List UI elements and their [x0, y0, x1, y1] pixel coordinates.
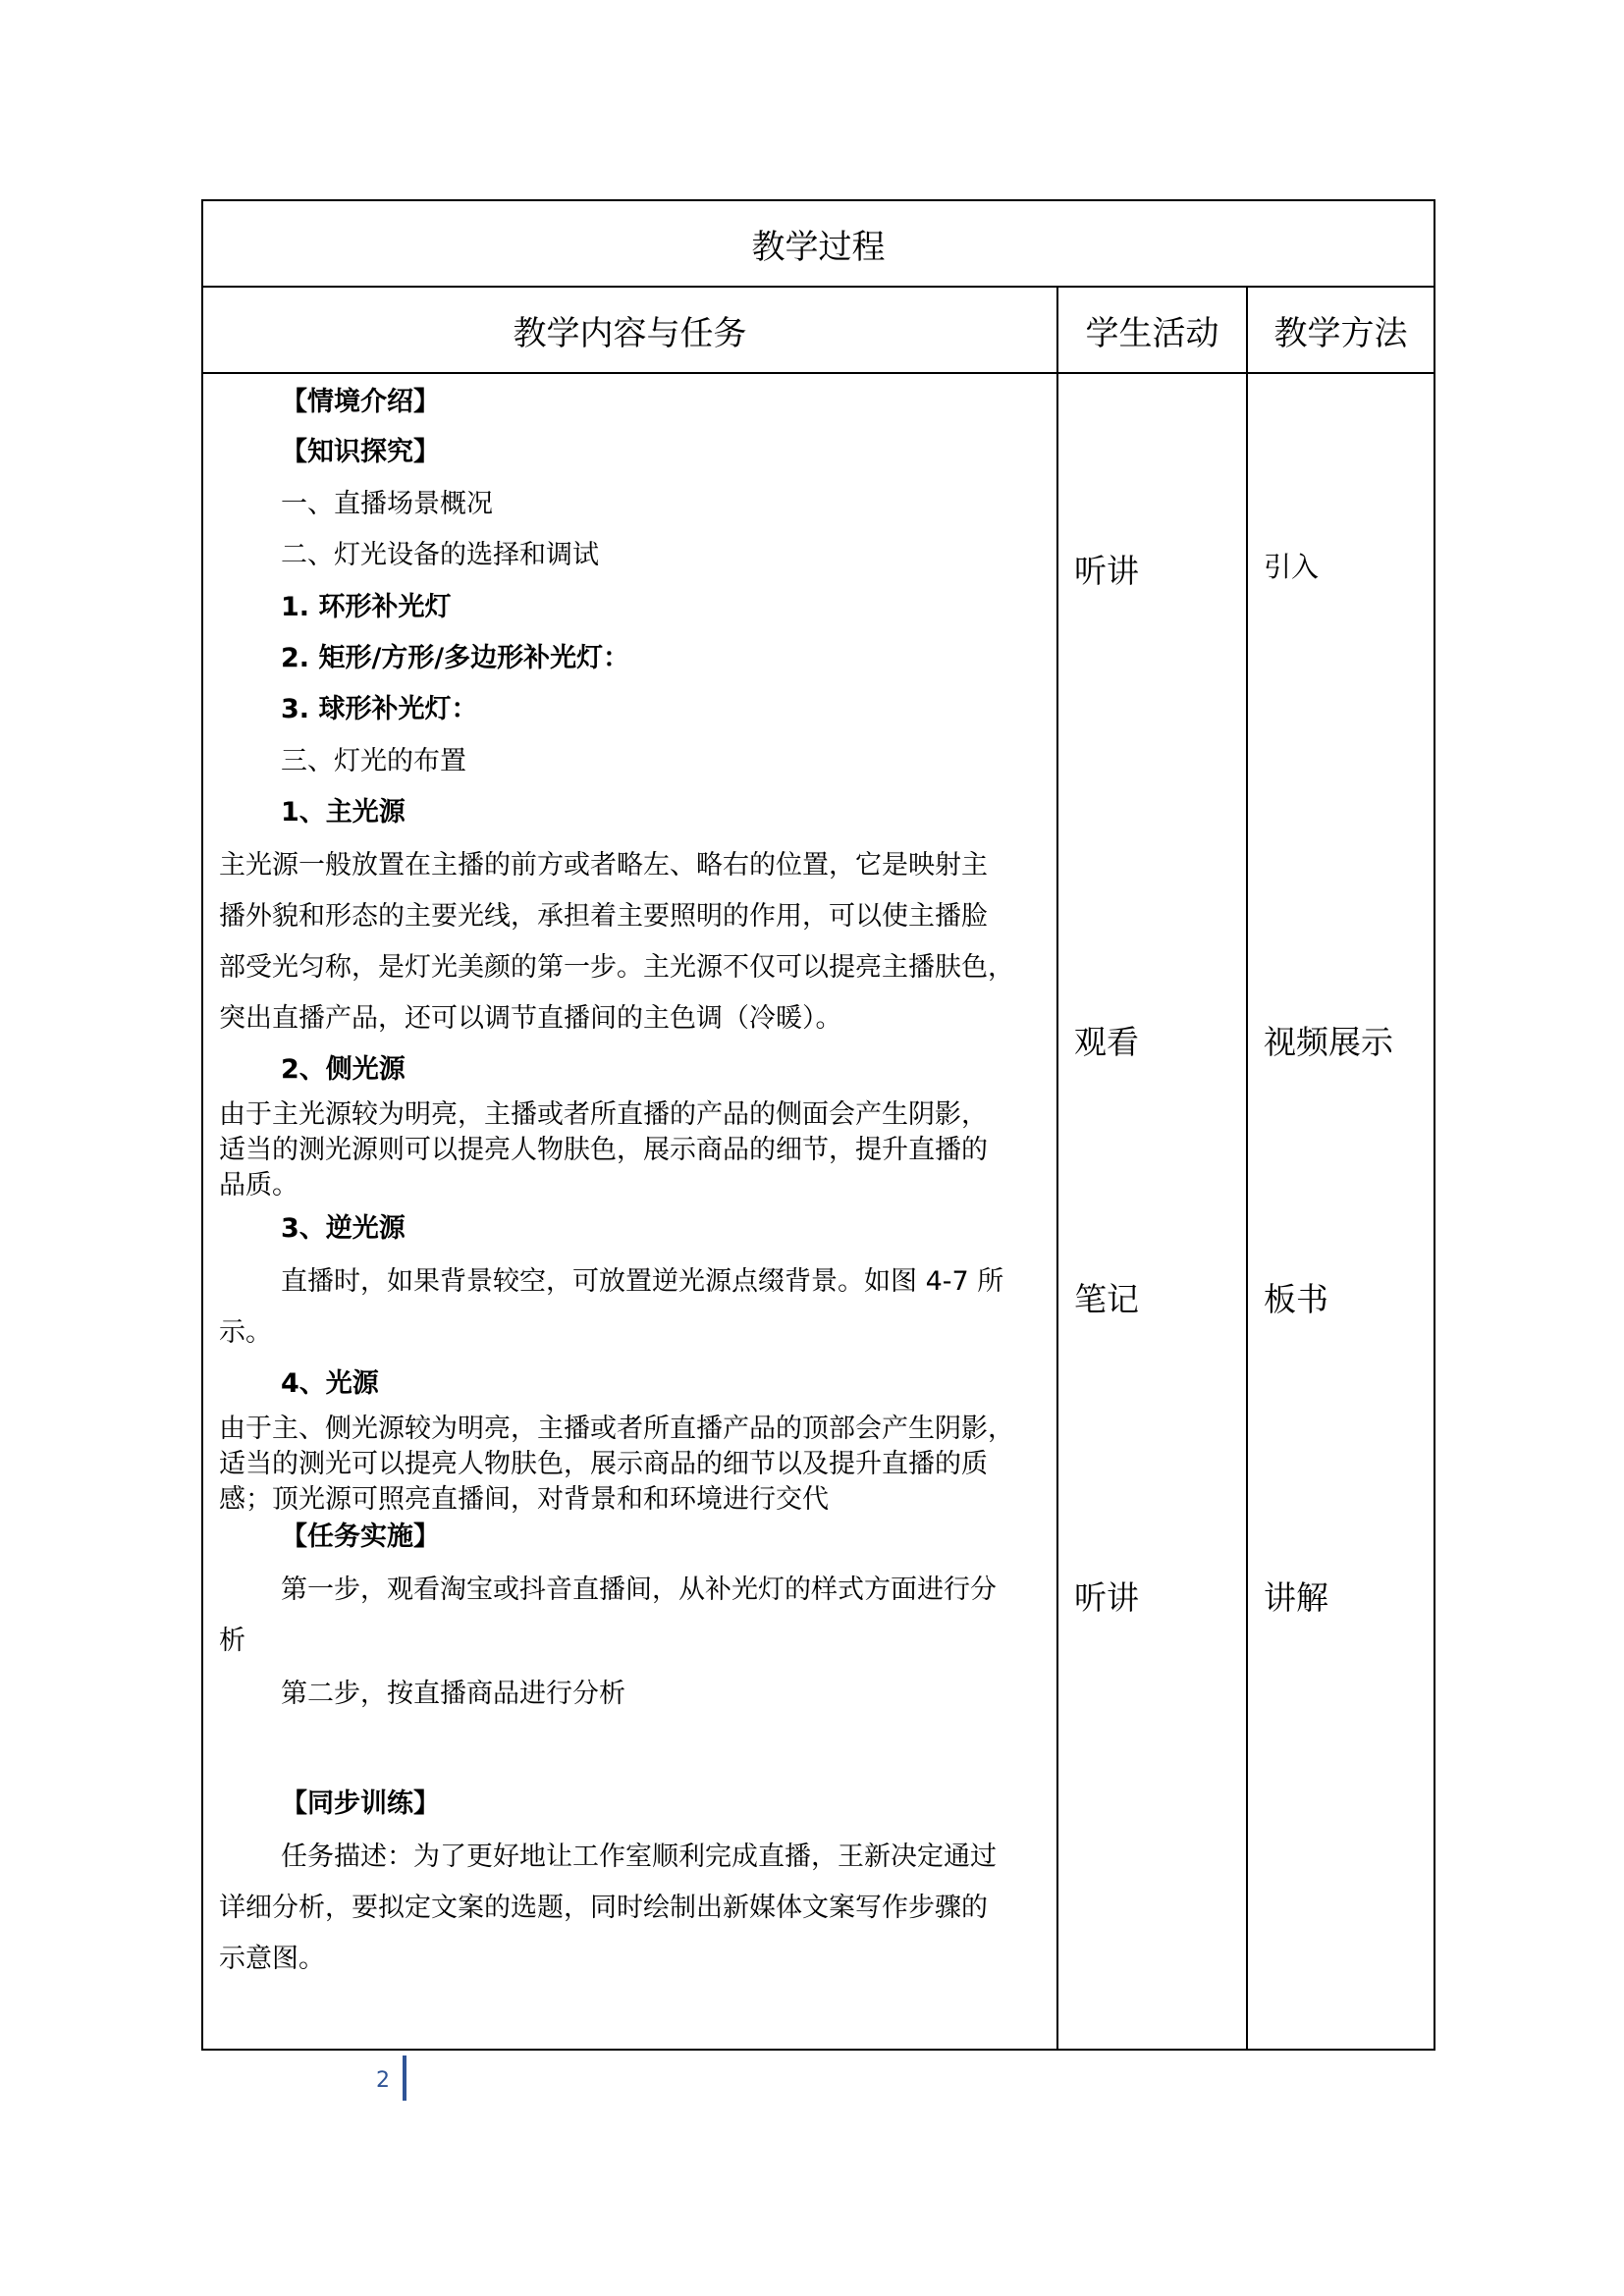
content-line: 示意图。 [219, 1944, 325, 1974]
table-header-row [202, 287, 1435, 373]
page-number: 2 [376, 2068, 390, 2093]
teaching-method-cell [1247, 373, 1435, 2050]
subheading-back-light: 3、逆光源 [281, 1213, 406, 1244]
content-line: 由于主、侧光源较为明亮，主播或者所直播产品的顶部会产生阴影， [219, 1414, 1014, 1444]
content-line: 1. 环形补光灯 [281, 592, 452, 622]
content-line: 感；顶光源可照亮直播间，对背景和和环境进行交代 [219, 1484, 829, 1515]
subheading-light: 4、光源 [281, 1368, 379, 1399]
content-line: 析 [219, 1626, 245, 1656]
table-body-row [202, 373, 1435, 2050]
table-title: 教学过程 [202, 200, 1435, 287]
content-line: 突出直播产品，还可以调节直播间的主色调（冷暖）。 [219, 1003, 842, 1034]
header-student-activity: 学生活动 [1057, 287, 1247, 373]
subheading-main-light: 1、主光源 [281, 797, 406, 828]
student-activity-item: 听讲 [1074, 1578, 1139, 1617]
content-line: 第一步，观看淘宝或抖音直播间，从补光灯的样式方面进行分 [281, 1575, 997, 1605]
content-line: 详细分析，要拟定文案的选题，同时绘制出新媒体文案写作步骤的 [219, 1893, 988, 1923]
heading-situation: 【情境介绍】 [281, 387, 440, 417]
content-line: 由于主光源较为明亮，主播或者所直播的产品的侧面会产生阴影， [219, 1099, 988, 1130]
content-line: 主光源一般放置在主播的前方或者略左、略右的位置，它是映射主 [219, 850, 988, 881]
table-title-row [202, 200, 1435, 287]
content-line: 示。 [219, 1317, 272, 1348]
content-line: 2. 矩形/方形/多边形补光灯： [281, 643, 630, 673]
teaching-method-item: 讲解 [1264, 1578, 1328, 1617]
teaching-method-item: 视频展示 [1264, 1023, 1393, 1061]
content-line: 三、灯光的布置 [281, 746, 466, 776]
teaching-process-table [201, 199, 1435, 2051]
teaching-method-item: 板书 [1264, 1280, 1328, 1318]
content-line: 适当的测光源则可以提亮人物肤色，展示商品的细节，提升直播的 [219, 1135, 988, 1165]
student-activity-item: 观看 [1074, 1023, 1139, 1061]
student-activity-item: 笔记 [1074, 1280, 1139, 1318]
content-line: 任务描述：为了更好地让工作室顺利完成直播，王新决定通过 [281, 1842, 997, 1872]
heading-task: 【任务实施】 [281, 1522, 440, 1552]
content-line: 播外貌和形态的主要光线，承担着主要照明的作用，可以使主播脸 [219, 901, 988, 932]
teaching-method-item: 引入 [1264, 551, 1320, 583]
header-teaching-method: 教学方法 [1247, 287, 1435, 373]
heading-training: 【同步训练】 [281, 1789, 440, 1819]
content-cell [202, 373, 1057, 2050]
heading-knowledge: 【知识探究】 [281, 437, 440, 467]
content-line: 第二步，按直播商品进行分析 [281, 1679, 625, 1709]
content-line: 一、直播场景概况 [281, 489, 493, 519]
content-line: 品质。 [219, 1170, 298, 1201]
header-content: 教学内容与任务 [202, 287, 1057, 373]
student-activity-cell [1057, 373, 1247, 2050]
content-line: 3. 球形补光灯： [281, 694, 478, 724]
content-line: 直播时，如果背景较空，可放置逆光源点缀背景。如图 4-7 所 [281, 1266, 1004, 1297]
content-line: 二、灯光设备的选择和调试 [281, 540, 599, 570]
subheading-side-light: 2、侧光源 [281, 1054, 406, 1085]
content-line: 部受光匀称，是灯光美颜的第一步。主光源不仅可以提亮主播肤色， [219, 952, 1014, 983]
student-activity-item: 听讲 [1074, 552, 1139, 590]
page-number-bar [403, 2056, 406, 2101]
content-line: 适当的测光可以提亮人物肤色，展示商品的细节以及提升直播的质 [219, 1449, 988, 1479]
